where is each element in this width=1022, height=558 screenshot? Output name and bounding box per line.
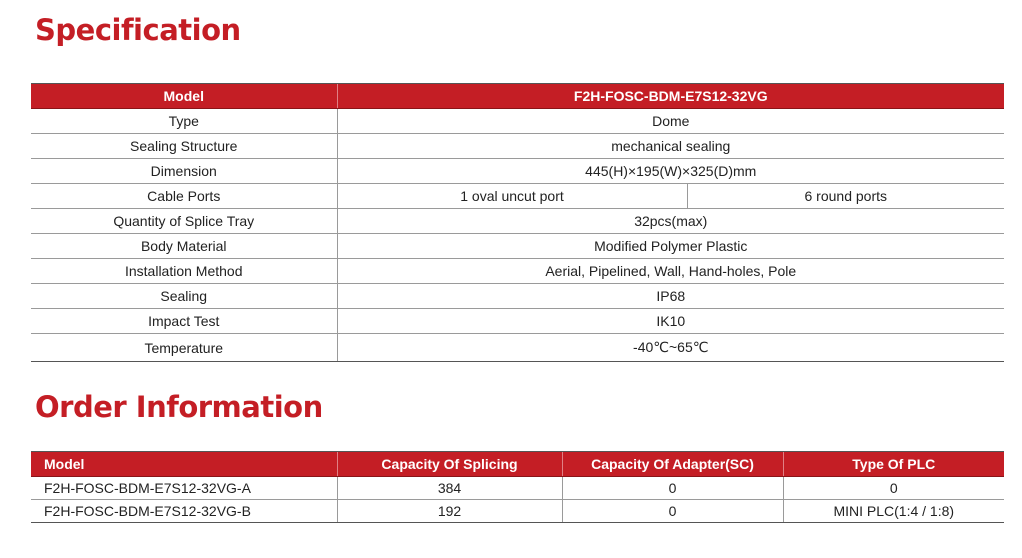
spec-value: 445(H)×195(W)×325(D)mm (337, 159, 1004, 184)
spec-label: Sealing Structure (31, 134, 337, 159)
spec-label: Body Material (31, 234, 337, 259)
spec-value: Dome (337, 109, 1004, 134)
spec-row-cable-ports (31, 184, 1004, 209)
order-adapter: 0 (562, 477, 783, 500)
order-model: F2H-FOSC-BDM-E7S12-32VG-B (31, 500, 337, 523)
order-splicing: 192 (337, 500, 562, 523)
spec-value-oval-port: 1 oval uncut port (337, 184, 687, 209)
table-row (31, 477, 1004, 500)
spec-row-installation-method (31, 259, 1004, 284)
spec-value: mechanical sealing (337, 134, 1004, 159)
spec-row-dimension (31, 159, 1004, 184)
spec-label: Cable Ports (31, 184, 337, 209)
spec-label: Quantity of Splice Tray (31, 209, 337, 234)
spec-value: 32pcs(max) (337, 209, 1004, 234)
spec-row-temperature (31, 334, 1004, 362)
spec-label: Dimension (31, 159, 337, 184)
spec-row-impact-test (31, 309, 1004, 334)
order-col-adapter: Capacity Of Adapter(SC) (562, 452, 783, 477)
spec-header-label: Model (31, 84, 337, 109)
order-information-table (31, 452, 1004, 523)
order-col-splicing: Capacity Of Splicing (337, 452, 562, 477)
order-col-plc: Type Of PLC (783, 452, 1004, 477)
spec-label: Temperature (31, 334, 337, 362)
spec-row-splice-tray (31, 209, 1004, 234)
order-adapter: 0 (562, 500, 783, 523)
spec-value: Aerial, Pipelined, Wall, Hand-holes, Pole (337, 259, 1004, 284)
specification-table (31, 84, 1004, 362)
specification-heading: Specification (35, 13, 241, 47)
spec-value: IK10 (337, 309, 1004, 334)
spec-row-sealing (31, 284, 1004, 309)
spec-value: IP68 (337, 284, 1004, 309)
spec-row-body-material (31, 234, 1004, 259)
table-row (31, 500, 1004, 523)
spec-value: -40℃~65℃ (337, 334, 1004, 362)
order-header-row (31, 452, 1004, 477)
order-col-model: Model (31, 452, 337, 477)
spec-value-round-ports: 6 round ports (687, 184, 1004, 209)
spec-label: Installation Method (31, 259, 337, 284)
order-model: F2H-FOSC-BDM-E7S12-32VG-A (31, 477, 337, 500)
order-plc: 0 (783, 477, 1004, 500)
spec-header-model: F2H-FOSC-BDM-E7S12-32VG (337, 84, 1004, 109)
spec-value: Modified Polymer Plastic (337, 234, 1004, 259)
spec-row-sealing-structure (31, 134, 1004, 159)
spec-label: Impact Test (31, 309, 337, 334)
spec-label: Type (31, 109, 337, 134)
spec-header-row (31, 84, 1004, 109)
spec-row-type (31, 109, 1004, 134)
order-information-heading: Order Information (35, 390, 323, 424)
order-splicing: 384 (337, 477, 562, 500)
order-plc: MINI PLC(1:4 / 1:8) (783, 500, 1004, 523)
spec-label: Sealing (31, 284, 337, 309)
